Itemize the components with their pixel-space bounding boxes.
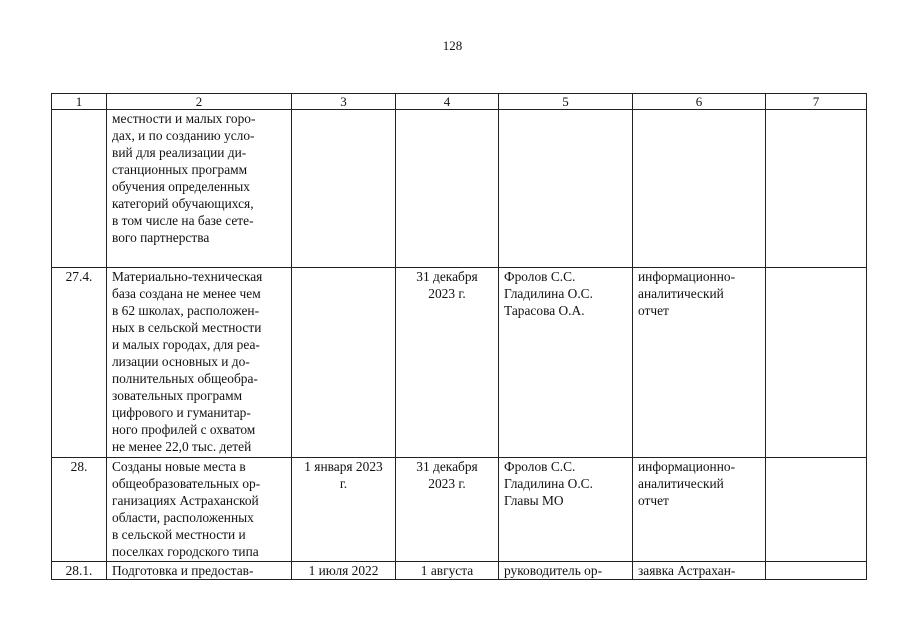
cell-line: база создана не менее чем xyxy=(112,286,261,301)
cell-line: в 62 школах, расположен- xyxy=(112,303,260,318)
result-cell xyxy=(633,268,766,458)
cell-line: станционных программ xyxy=(112,162,248,177)
page-number: 128 xyxy=(442,38,463,53)
note-cell xyxy=(766,268,867,458)
start-date-cell xyxy=(292,562,396,580)
cell-line: Фролов С.С. xyxy=(504,459,576,474)
cell-line: в сельской местности и xyxy=(112,527,246,542)
table-row xyxy=(52,268,867,458)
description-cell xyxy=(107,458,292,562)
header-cell: 5 xyxy=(499,94,633,110)
note-cell xyxy=(766,110,867,268)
cell-line: полнительных общеобра- xyxy=(112,371,258,386)
cell-line: 1 июля 2022 xyxy=(308,563,379,578)
description-cell xyxy=(107,562,292,580)
row-number-cell: 28.1. xyxy=(52,562,107,580)
header-cell: 2 xyxy=(107,94,292,110)
cell-line: 31 декабря xyxy=(416,459,478,474)
cell-line: заявка Астрахан- xyxy=(638,563,736,578)
start-date-cell xyxy=(292,458,396,562)
result-cell xyxy=(633,458,766,562)
header-row xyxy=(52,94,867,110)
result-cell xyxy=(633,110,766,268)
responsible-cell xyxy=(499,562,633,580)
cell-line: Главы МО xyxy=(504,493,564,508)
header-cell: 6 xyxy=(633,94,766,110)
header-cell: 4 xyxy=(396,94,499,110)
cell-line: информационно- xyxy=(638,269,736,284)
cell-line: ганизациях Астраханской xyxy=(112,493,259,508)
description-cell xyxy=(107,110,292,268)
cell-line: вий для реализации ди- xyxy=(112,145,247,160)
table-row xyxy=(52,458,867,562)
cell-line: 2023 г. xyxy=(428,476,466,491)
cell-line: в том числе на базе сете- xyxy=(112,213,254,228)
cell-line: 31 декабря xyxy=(416,269,478,284)
header-cell: 7 xyxy=(766,94,867,110)
end-date-cell xyxy=(396,110,499,268)
result-cell xyxy=(633,562,766,580)
cell-line: цифрового и гуманитар- xyxy=(112,405,251,420)
cell-line: Фролов С.С. xyxy=(504,269,576,284)
cell-line: Подготовка и предостав- xyxy=(112,563,254,578)
cell-line: Материально-техническая xyxy=(112,269,263,284)
cell-line: дах, и по созданию усло- xyxy=(112,128,255,143)
row-number-cell: 27.4. xyxy=(52,268,107,458)
end-date-cell xyxy=(396,458,499,562)
cell-line: Тарасова О.А. xyxy=(504,303,585,318)
end-date-cell xyxy=(396,268,499,458)
responsible-cell xyxy=(499,110,633,268)
cell-line: аналитический xyxy=(638,476,724,491)
cell-line: Гладилина О.С. xyxy=(504,476,593,491)
cell-line: не менее 22,0 тыс. детей xyxy=(112,439,252,454)
cell-line: Созданы новые места в xyxy=(112,459,246,474)
cell-line: 1 января 2023 xyxy=(304,459,383,474)
cell-line: вого партнерства xyxy=(112,230,210,245)
row-number-cell xyxy=(52,110,107,268)
cell-line: ных в сельской местности xyxy=(112,320,262,335)
start-date-cell xyxy=(292,268,396,458)
cell-line: области, расположенных xyxy=(112,510,254,525)
cell-line: г. xyxy=(339,476,348,491)
note-cell xyxy=(766,458,867,562)
header-cell: 3 xyxy=(292,94,396,110)
cell-line: зовательных программ xyxy=(112,388,243,403)
cell-line: отчет xyxy=(638,303,669,318)
header-cell: 1 xyxy=(52,94,107,110)
cell-line: Гладилина О.С. xyxy=(504,286,593,301)
cell-line: отчет xyxy=(638,493,669,508)
start-date-cell xyxy=(292,110,396,268)
description-cell xyxy=(107,268,292,458)
cell-line: обучения определенных xyxy=(112,179,250,194)
table-row xyxy=(52,110,867,268)
table-row xyxy=(52,562,867,580)
row-number-cell: 28. xyxy=(52,458,107,562)
cell-line: и малых городах, для реа- xyxy=(112,337,260,352)
cell-line: 1 августа xyxy=(420,563,474,578)
cell-line: ного профилей с охватом xyxy=(112,422,256,437)
responsible-cell xyxy=(499,458,633,562)
cell-line: категорий обучающихся, xyxy=(112,196,254,211)
note-cell xyxy=(766,562,867,580)
end-date-cell xyxy=(396,562,499,580)
cell-line: лизации основных и до- xyxy=(112,354,250,369)
responsible-cell xyxy=(499,268,633,458)
cell-line: руководитель ор- xyxy=(504,563,603,578)
cell-line: поселках городского типа xyxy=(112,544,259,559)
cell-line: местности и малых горо- xyxy=(112,111,256,126)
cell-line: информационно- xyxy=(638,459,736,474)
cell-line: 2023 г. xyxy=(428,286,466,301)
cell-line: общеобразовательных ор- xyxy=(112,476,261,491)
cell-line: аналитический xyxy=(638,286,724,301)
plan-table xyxy=(51,93,867,580)
